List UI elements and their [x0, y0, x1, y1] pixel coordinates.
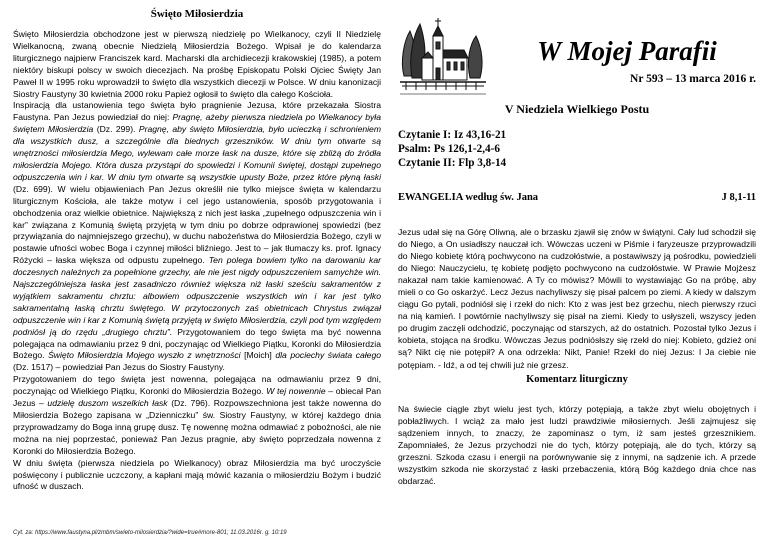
reading-2: Czytanie II: Flp 3,8-14 — [398, 157, 507, 169]
text-span: Inspiracją dla ustanowienia tego święta było pragnienie Jezusa, które przekazała Siostra Faustyna. Pan Jezus powiedział do niej: — [13, 100, 381, 123]
text-span: (Dz. 299). — [93, 124, 139, 135]
article-body — [13, 29, 381, 493]
text-span: (Dz. 699). W wielu objawieniach Pan Jezus określił nie tylko miejsce święta w kalendarzu liturgicznym Kościoła, ale także motyw i cel jego ustanowienia, sposób przygotowania i obchodzenia oraz wielkie obietnice. Największą z nich jest łaska „zupełnego odpuszczenia win i kar” związana z Komunią świętą przyjętą w tym dniu po dobrze odprawionej spowiedzi (bez przywiązania do najmniejszego grzechu), w duchu nabożeństwa do Miłosierdzia Bożego, czyli w postawie ufności wobec Boga i czynnej miłości bliźniego. Jest to – jak tłumaczy ks. prof. Ignacy Różycki – łaska większa od odpustu zupełnego. — [13, 183, 381, 266]
reading-1: Czytanie I: Iz 43,16-21 — [398, 129, 507, 141]
quote-span: W tej nowennie — [266, 386, 326, 397]
article-title: Święto Miłosierdzia — [150, 8, 244, 20]
left-column — [13, 8, 381, 536]
quote-span: Pragnę, ażeby pierwsza niedziela po Wielkanocy była świętem Miłosierdzia — [13, 112, 381, 135]
quote-span: udzielę duszom wszelkich łask — [47, 398, 168, 409]
citation: Cyt. za: https://www.faustyna.pl/zmbm/swieto-milosierdzia/?wide=true#more-801; 11.03.2016r. g. 10:19 — [13, 530, 287, 536]
text-span: Przygotowaniem do tego święta jest nowenna, polegająca na odmawianiu przez 9 dni, poczynając od Wielkiego Piątku, Koronki do Miłosierdzia Bożego. — [13, 374, 381, 397]
commentary-text: Na świecie ciągle zbyt wielu jest tych, którzy potępiają, a także zbyt wielu obojętnych i pobłażliwych. I wciąż za mało jest ludzi prawdziwie miłosiernych. Jeśli zajmujesz się sądzeniem innych, to znaczy, że zapominasz o tym, iż sam jesteś grzesznikiem. Zapomniałeś, że Jezus przychodzi nie do tych, którzy potępiają, ale do tych, którzy są grzeszni. Szkoda czasu i energii na porównywanie się z innymi, na sądzenie ich. A przede wszystkim szkoda nie skorzystać z łaski przebaczenia, którą Bóg każdego dnia chce nas obdarzać. — [398, 404, 756, 487]
psalm: Psalm: Ps 126,1-2,4-6 — [398, 143, 500, 155]
paragraph-4: W dniu święta (pierwsza niedziela po Wielkanocy) obraz Miłosierdzia ma być uroczyście poświęcony i publicznie uczczony, a kapłani mają mówić kazania o miłosierdziu Bożym i budzić ufność w duszach. — [13, 457, 381, 492]
text-span: (Dz. 796). Rozpowszechniona jest także nowenna do Miłosierdzia Bożego zapisana w „Dzienniczku” św. Siostry Faustyny, w której każdego dnia przyprowadzamy do Boga inną grupę dusz. Tę nowennę można odmawiać z pobożności, ale nie można na niej poprzestać, ponieważ Pan Jezus pragnie, aby święto poprzedzała nowenna z Koronki do Miłosierdzia Bożego. — [13, 398, 381, 456]
quote-span: Pragnę, aby święto Miłosierdzia, było ucieczką i schronieniem dla wszystkich dusz, a szczególnie dla biednych grzeszników. W dniu tym otwarte są wnętrzności miłosierdzia Mego, wylewam całe morze łask na dusze, które się zbliżą do źródła miłosierdzia Mojego. Która dusza przystąpi do spowiedzi i Komunii świętej, dostąpi zupełnego odpuszczenia win i kar. W dniu tym otwarte są wszystkie upusty Boże, przez które płyną łaski — [13, 124, 381, 182]
church-drawing-icon — [398, 6, 488, 98]
quote-span: dla pociechy świata całego — [275, 350, 382, 361]
commentary-heading: Komentarz liturgiczny — [526, 374, 628, 385]
text-span: Przygotowaniem do tego święta ma być nowenna polegająca na odmawianiu przez 9 dni, poczynając od Wielkiego Piątku, Koronki do Miłosierdzia Bożego. — [13, 326, 382, 361]
quote-span: Święto Miłosierdzia Mojego wyszło z wnętrzności — [48, 350, 241, 361]
paragraph-1: Święto Miłosierdzia obchodzone jest w pierwszą niedzielę po Wielkanocy, czyli II Niedzielę Wielkanocną, zwaną obecnie Niedzielą Miłosierdzia Bożego. Wpisał je do kalendarza liturgicznego najpierw Franciszek kard. Macharski dla archidiecezji krakowskiej (1985), a potem niektóry biskupi polscy w swoich diecezjach. Na prośbę Episkopatu Polski Ojciec Święty Jan Paweł II w 1995 roku wprowadził to święto dla wszystkich diecezji w Polsce. W dniu kanonizacji Siostry Faustyny 30 kwietnia 2000 roku Papież ogłosił to święto dla całego Kościoła. — [13, 29, 381, 99]
right-column — [398, 6, 756, 536]
quote-span: Ten polega bowiem tylko na darowaniu kar doczesnych należnych za popełnione grzechy, ale nie jest nigdy odpuszczeniem samychże win. Najszczególniejsza łaska jest zasadniczo również większa niż łaski sześciu sakramentów z wyjątkiem sakramentu chrztu: albowiem odpuszczenie wszystkich win i kar jest tylko sakramentalną łaską chrztu świętego. W przytoczonych zaś obietnicach Chrystus związał odpuszczenie win i kar z Komunią świętą przyjętą w święto Miłosierdzia, czyli pod tym względem podniósł ją do rzędu „drugiego chrztu”. — [13, 255, 381, 337]
gospel-reference: J 8,1-11 — [721, 192, 756, 203]
issue-number: Nr 593 – 13 marca 2016 r. — [630, 73, 756, 85]
newsletter-title: W Mojej Parafii — [537, 36, 717, 66]
text-span: (Dz. 1517) – powiedział Pan Jezus do Siostry Faustyny. — [13, 362, 225, 373]
gospel-title: EWANGELIA według św. Jana — [398, 192, 539, 203]
paragraph-2 — [13, 100, 381, 374]
readings-list — [398, 128, 506, 170]
gospel-text: Jezus udał się na Górę Oliwną, ale o brzasku zjawił się znów w świątyni. Cały lud schodził się do Niego, a On usiadłszy nauczał ich. Wówczas uczeni w Piśmie i faryzeusze przyprowadzili do Niego kobietę którą pochwycono na cudzołóstwie, a postawiwszy ją pośrodku, powiedzieli do Niego: Nauczycielu, tę kobietę podjęto pochwycono na cudzołóstwie. W Prawie Mojżesz nakazał nam takie kamienować. A Ty co mówisz? Mówili to wystawiając Go na próbę, aby mieli o co Go oskarżyć. Lecz Jezus nachyliwszy się pisał palcem po ziemi. A kiedy w dalszym ciągu Go pytali, podniósł się i rzekł do nich: Kto z was jest bez grzechu, niech pierwszy rzuci na nią kamień. I powtórnie nachyliwszy się pisał na ziemi. Kiedy to usłyszeli, wszyscy jeden po drugim zaczęli odchodzić, poczynając od starszych, aż do ostatnich. Pozostał tylko Jezus i kobieta, stojąca na środku. Wówczas Jezus podniósłszy się rzekł do niej: Kobieto, gdzież oni są? Nikt cię nie potępił? A ona odrzekła: Nikt, Panie! Rzekł do niej Jezus: I Ja ciebie nie potępiam. - Idź, a od tej chwili już nie grzesz. — [398, 227, 756, 370]
text-span: – obiecał Pan Jezus – — [13, 386, 381, 409]
gospel-heading — [398, 192, 756, 203]
paragraph-3 — [13, 374, 381, 457]
text-span: [Moich] — [240, 350, 276, 361]
sunday-name: V Niedziela Wielkiego Postu — [504, 102, 650, 116]
